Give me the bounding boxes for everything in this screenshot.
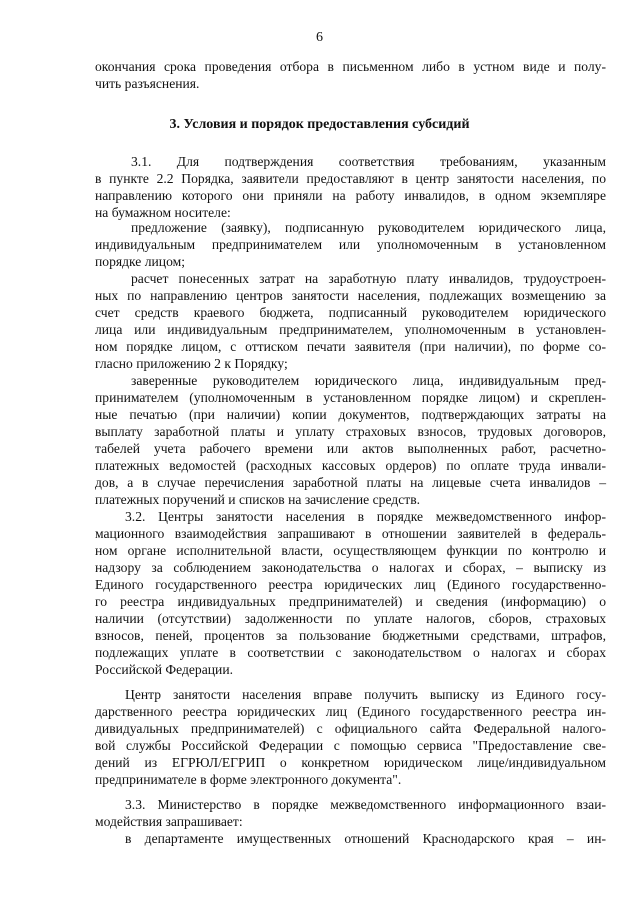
text-line: дарственного реестра юридических лиц (Единого государственного реестра ин- (95, 704, 606, 719)
text-line: 3.1. Для подтверждения соответствия требованиям, указанным (131, 154, 606, 169)
text-line: дений из ЕГРЮЛ/ЕГРИП о конкретном юридическом лице/индивидуальном (95, 755, 606, 770)
text-line: на бумажном носителе: (95, 205, 231, 220)
text-line: индивидуальным предпринимателем или уполномоченным в установленном (95, 237, 606, 252)
text-line: взносов, пеней, процентов за пользование бюджетными средствами, штрафов, (95, 628, 606, 643)
text-line: дов, а в случае перечисления заработной платы на лицевые счета инвалидов – (95, 475, 606, 490)
text-line: выплату заработной платы и уплату страховых взносов, трудовых договоров, (95, 424, 606, 439)
text-line: порядке лицом; (95, 254, 185, 269)
text-line: модействия запрашивает: (95, 814, 243, 829)
text-line: ные печатью (при наличии) копии документов, подтверждающих затраты на (95, 407, 606, 422)
section-heading: 3. Условия и порядок предоставления субсидий (169, 117, 470, 132)
text-line: счет средств краевого бюджета, подписанный руководителем юридического (95, 305, 606, 320)
text-line: мационного взаимодействия запрашивают в отношении заявителей в федераль- (95, 526, 606, 541)
text-line: го реестра индивидуальных предпринимателей) и сведения (информацию) о (95, 594, 606, 609)
text-line: предпринимателе в форме электронного документа". (95, 772, 402, 787)
text-line: вой службы Российской Федерации с помощью сервиса "Предоставление све- (95, 738, 606, 753)
text-line: лица или индивидуальным предпринимателем, уполномоченным в установлен- (95, 322, 606, 337)
text-line: подлежащих уплате в соответствии с законодательством о налогах и сборах (95, 645, 606, 660)
text-line: ном порядке лицом, с оттиском печати заявителя (при наличии), по форме со- (95, 339, 606, 354)
text-line: заверенные руководителем юридического лица, индивидуальным пред- (131, 373, 606, 388)
text-line: табелей учета рабочего времени или актов выполненных работ, расчетно- (95, 441, 606, 456)
text-line: гласно приложению 2 к Порядку; (95, 356, 288, 371)
text-line: расчет понесенных затрат на заработную плату инвалидов, трудоустроен- (131, 271, 606, 286)
text-line: надзору за соблюдением законодательства о налогах и сборах, – выписку из (95, 560, 606, 575)
text-line: принимателем (уполномоченным в установленном порядке лицом) и скреплен- (95, 390, 606, 405)
text-line: Российской Федерации. (95, 662, 233, 677)
text-line: платежных ведомостей (расходных кассовых ордеров) по оплате труда инвали- (95, 458, 606, 473)
text-line: окончания срока проведения отбора в письменном либо в устном виде и полу- (95, 59, 606, 74)
text-line: предложение (заявку), подписанную руководителем юридического лица, (131, 220, 606, 235)
text-line: в пункте 2.2 Порядка, заявители предоставляют в центр занятости населения, по (95, 171, 606, 186)
text-line: дивидуальных предпринимателей) с официального сайта Федеральной налого- (95, 721, 606, 736)
text-line: Единого государственного реестра юридических лиц (Единого государственно- (95, 577, 606, 592)
text-line: 3.3. Министерство в порядке межведомственного информационного взаи- (125, 797, 606, 812)
text-line: в департаменте имущественных отношений Краснодарского края – ин- (125, 831, 606, 846)
text-line: наличии (отсутствии) задолженности по уплате налогов, сборов, страховых (95, 611, 606, 626)
text-line: чить разъяснения. (95, 76, 200, 91)
text-line: 3.2. Центры занятости населения в порядке межведомственного инфор- (125, 509, 606, 524)
page-number: 6 (316, 30, 323, 45)
text-line: платежных поручений и списков на зачисление средств. (95, 492, 421, 507)
text-line: направлению которого они приняли на работу инвалидов, в одном экземпляре (95, 188, 606, 203)
text-line: ном органе исполнительной власти, осуществляющем функции по контролю и (95, 543, 606, 558)
text-line: Центр занятости населения вправе получить выписку из Единого госу- (125, 687, 606, 702)
text-line: ных по направлению центров занятости населения, подлежащих возмещению за (95, 288, 606, 303)
